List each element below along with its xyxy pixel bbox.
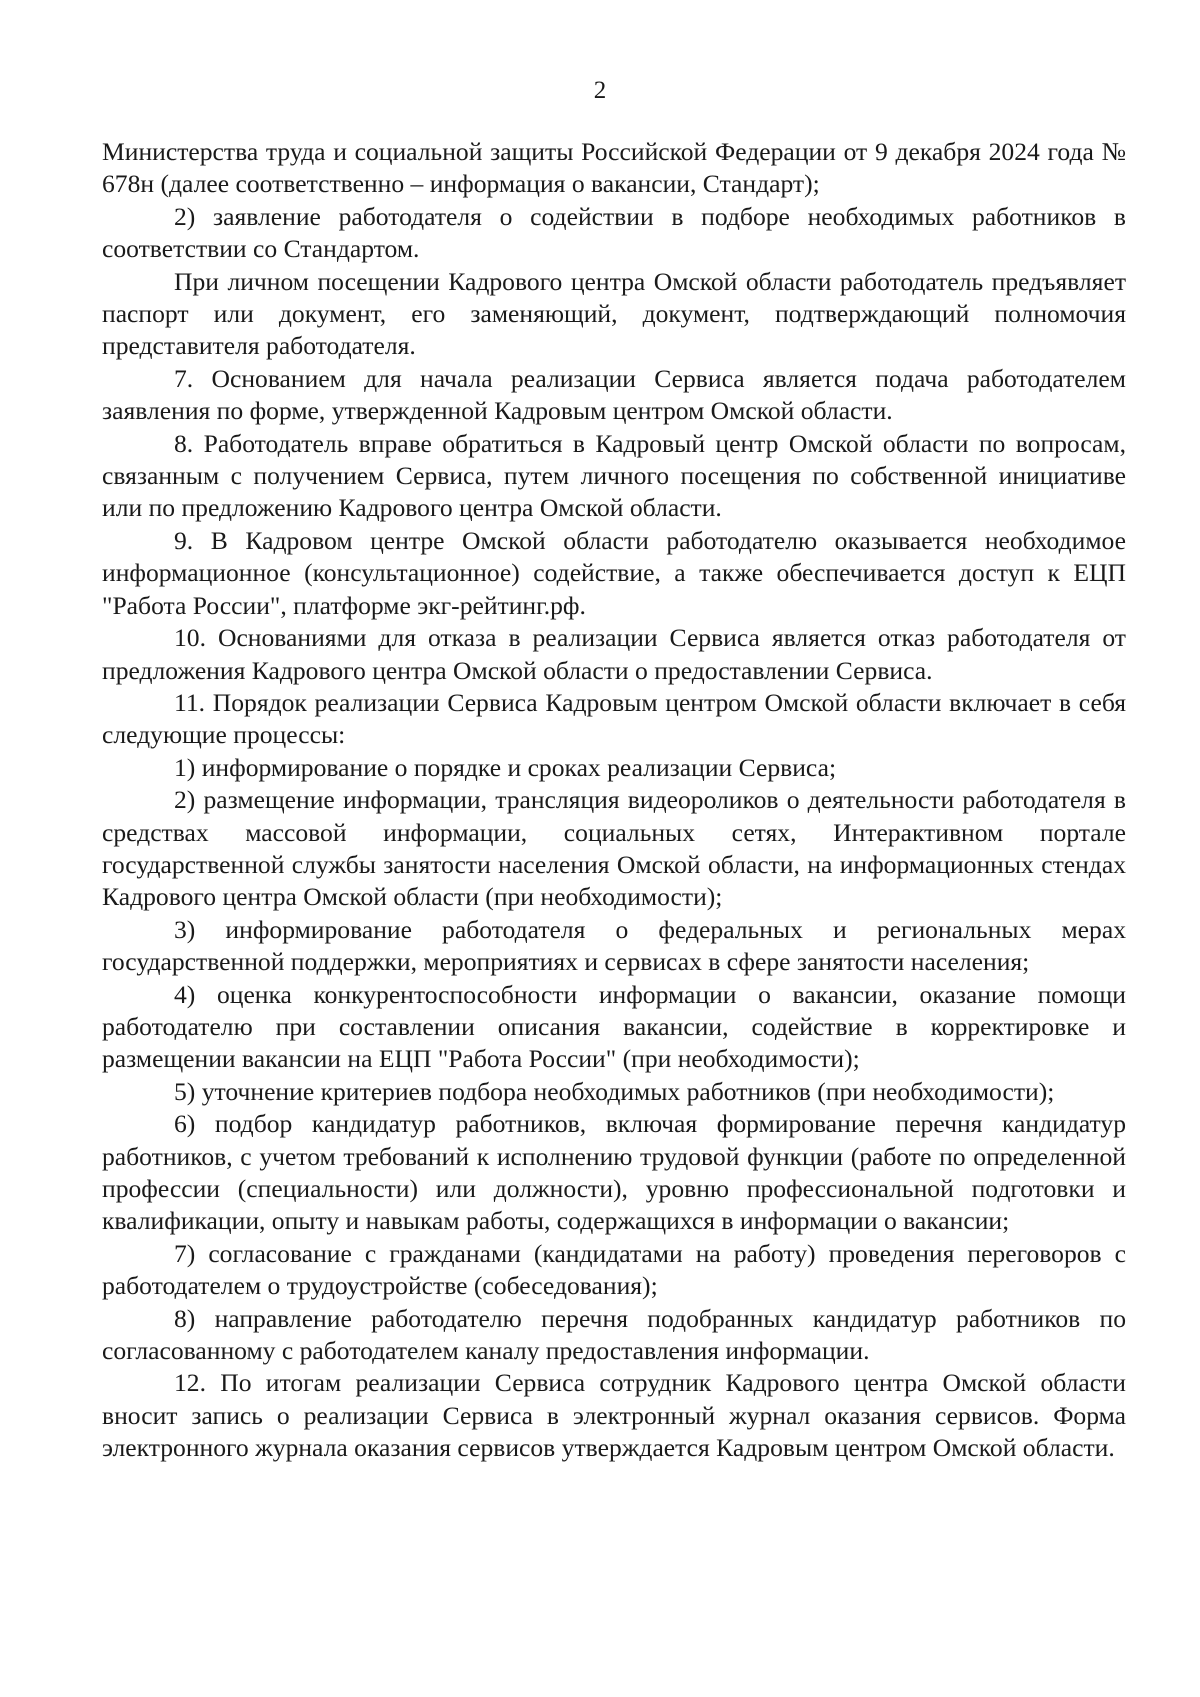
- paragraph: 11. Порядок реализации Сервиса Кадровым центром Омской области включает в себя следующие процессы:: [102, 687, 1126, 750]
- paragraph: 3) информирование работодателя о федеральных и региональных мерах государственной поддержки, мероприятиях и сервисах в сфере занятости населения;: [102, 914, 1126, 977]
- paragraph: 6) подбор кандидатур работников, включая формирование перечня кандидатур работников, с учетом требований к исполнению трудовой функции (работе по определенной профессии (специальности) или должности), уровню профессиональной подготовки и квалификации, опыту и навыкам работы, содержащихся в информации о вакансии;: [102, 1109, 1126, 1236]
- paragraph: 1) информирование о порядке и сроках реализации Сервиса;: [174, 752, 837, 782]
- document-body: [102, 136, 1126, 1465]
- paragraph: 9. В Кадровом центре Омской области работодателю оказывается необходимое информационное (консультационное) содействие, а также обеспечивается доступ к ЕЦП "Работа России", платформе экг-рейтинг.рф.: [102, 525, 1126, 620]
- paragraph: 7) согласование с гражданами (кандидатами на работу) проведения переговоров с работодателем о трудоустройстве (собеседования);: [102, 1238, 1126, 1301]
- paragraph: 7. Основанием для начала реализации Сервиса является подача работодателем заявления по форме, утвержденной Кадровым центром Омской области.: [102, 363, 1126, 426]
- paragraph: 2) заявление работодателя о содействии в подборе необходимых работников в соответствии со Стандартом.: [102, 201, 1126, 264]
- paragraph: 10. Основаниями для отказа в реализации Сервиса является отказ работодателя от предложения Кадрового центра Омской области о предоставлении Сервиса.: [102, 623, 1126, 685]
- paragraph: Министерства труда и социальной защиты Российской Федерации от 9 декабря 2024 года № 678н (далее соответственно – информация о вакансии, Стандарт);: [102, 137, 1126, 199]
- paragraph: 8) направление работодателю перечня подобранных кандидатур работников по согласованному с работодателем каналу предоставления информации.: [102, 1303, 1126, 1366]
- paragraph: При личном посещении Кадрового центра Омской области работодатель предъявляет паспорт или документ, его заменяющий, документ, подтверждающий полномочия представителя работодателя.: [102, 266, 1126, 361]
- paragraph: 12. По итогам реализации Сервиса сотрудник Кадрового центра Омской области вносит запись о реализации Сервиса в электронный журнал оказания сервисов. Форма электронного журнала оказания сервисов утверждается Кадровым центром Омской области.: [102, 1368, 1126, 1463]
- page-number: 2: [593, 77, 607, 104]
- paragraph: 8. Работодатель вправе обратиться в Кадровый центр Омской области по вопросам, связанным с получением Сервиса, путем личного посещения по собственной инициативе или по предложению Кадрового центра Омской области.: [102, 428, 1126, 523]
- paragraph: 4) оценка конкурентоспособности информации о вакансии, оказание помощи работодателю при составлении описания вакансии, содействие в корректировке и размещении вакансии на ЕЦП "Работа России" (при необходимости);: [102, 979, 1126, 1074]
- paragraph: 2) размещение информации, трансляция видеороликов о деятельности работодателя в средствах массовой информации, социальных сетях, Интерактивном портале государственной службы занятости населения Омской области, на информационных стендах Кадрового центра Омской области (при необходимости);: [102, 785, 1126, 912]
- paragraph: 5) уточнение критериев подбора необходимых работников (при необходимости);: [174, 1076, 1055, 1106]
